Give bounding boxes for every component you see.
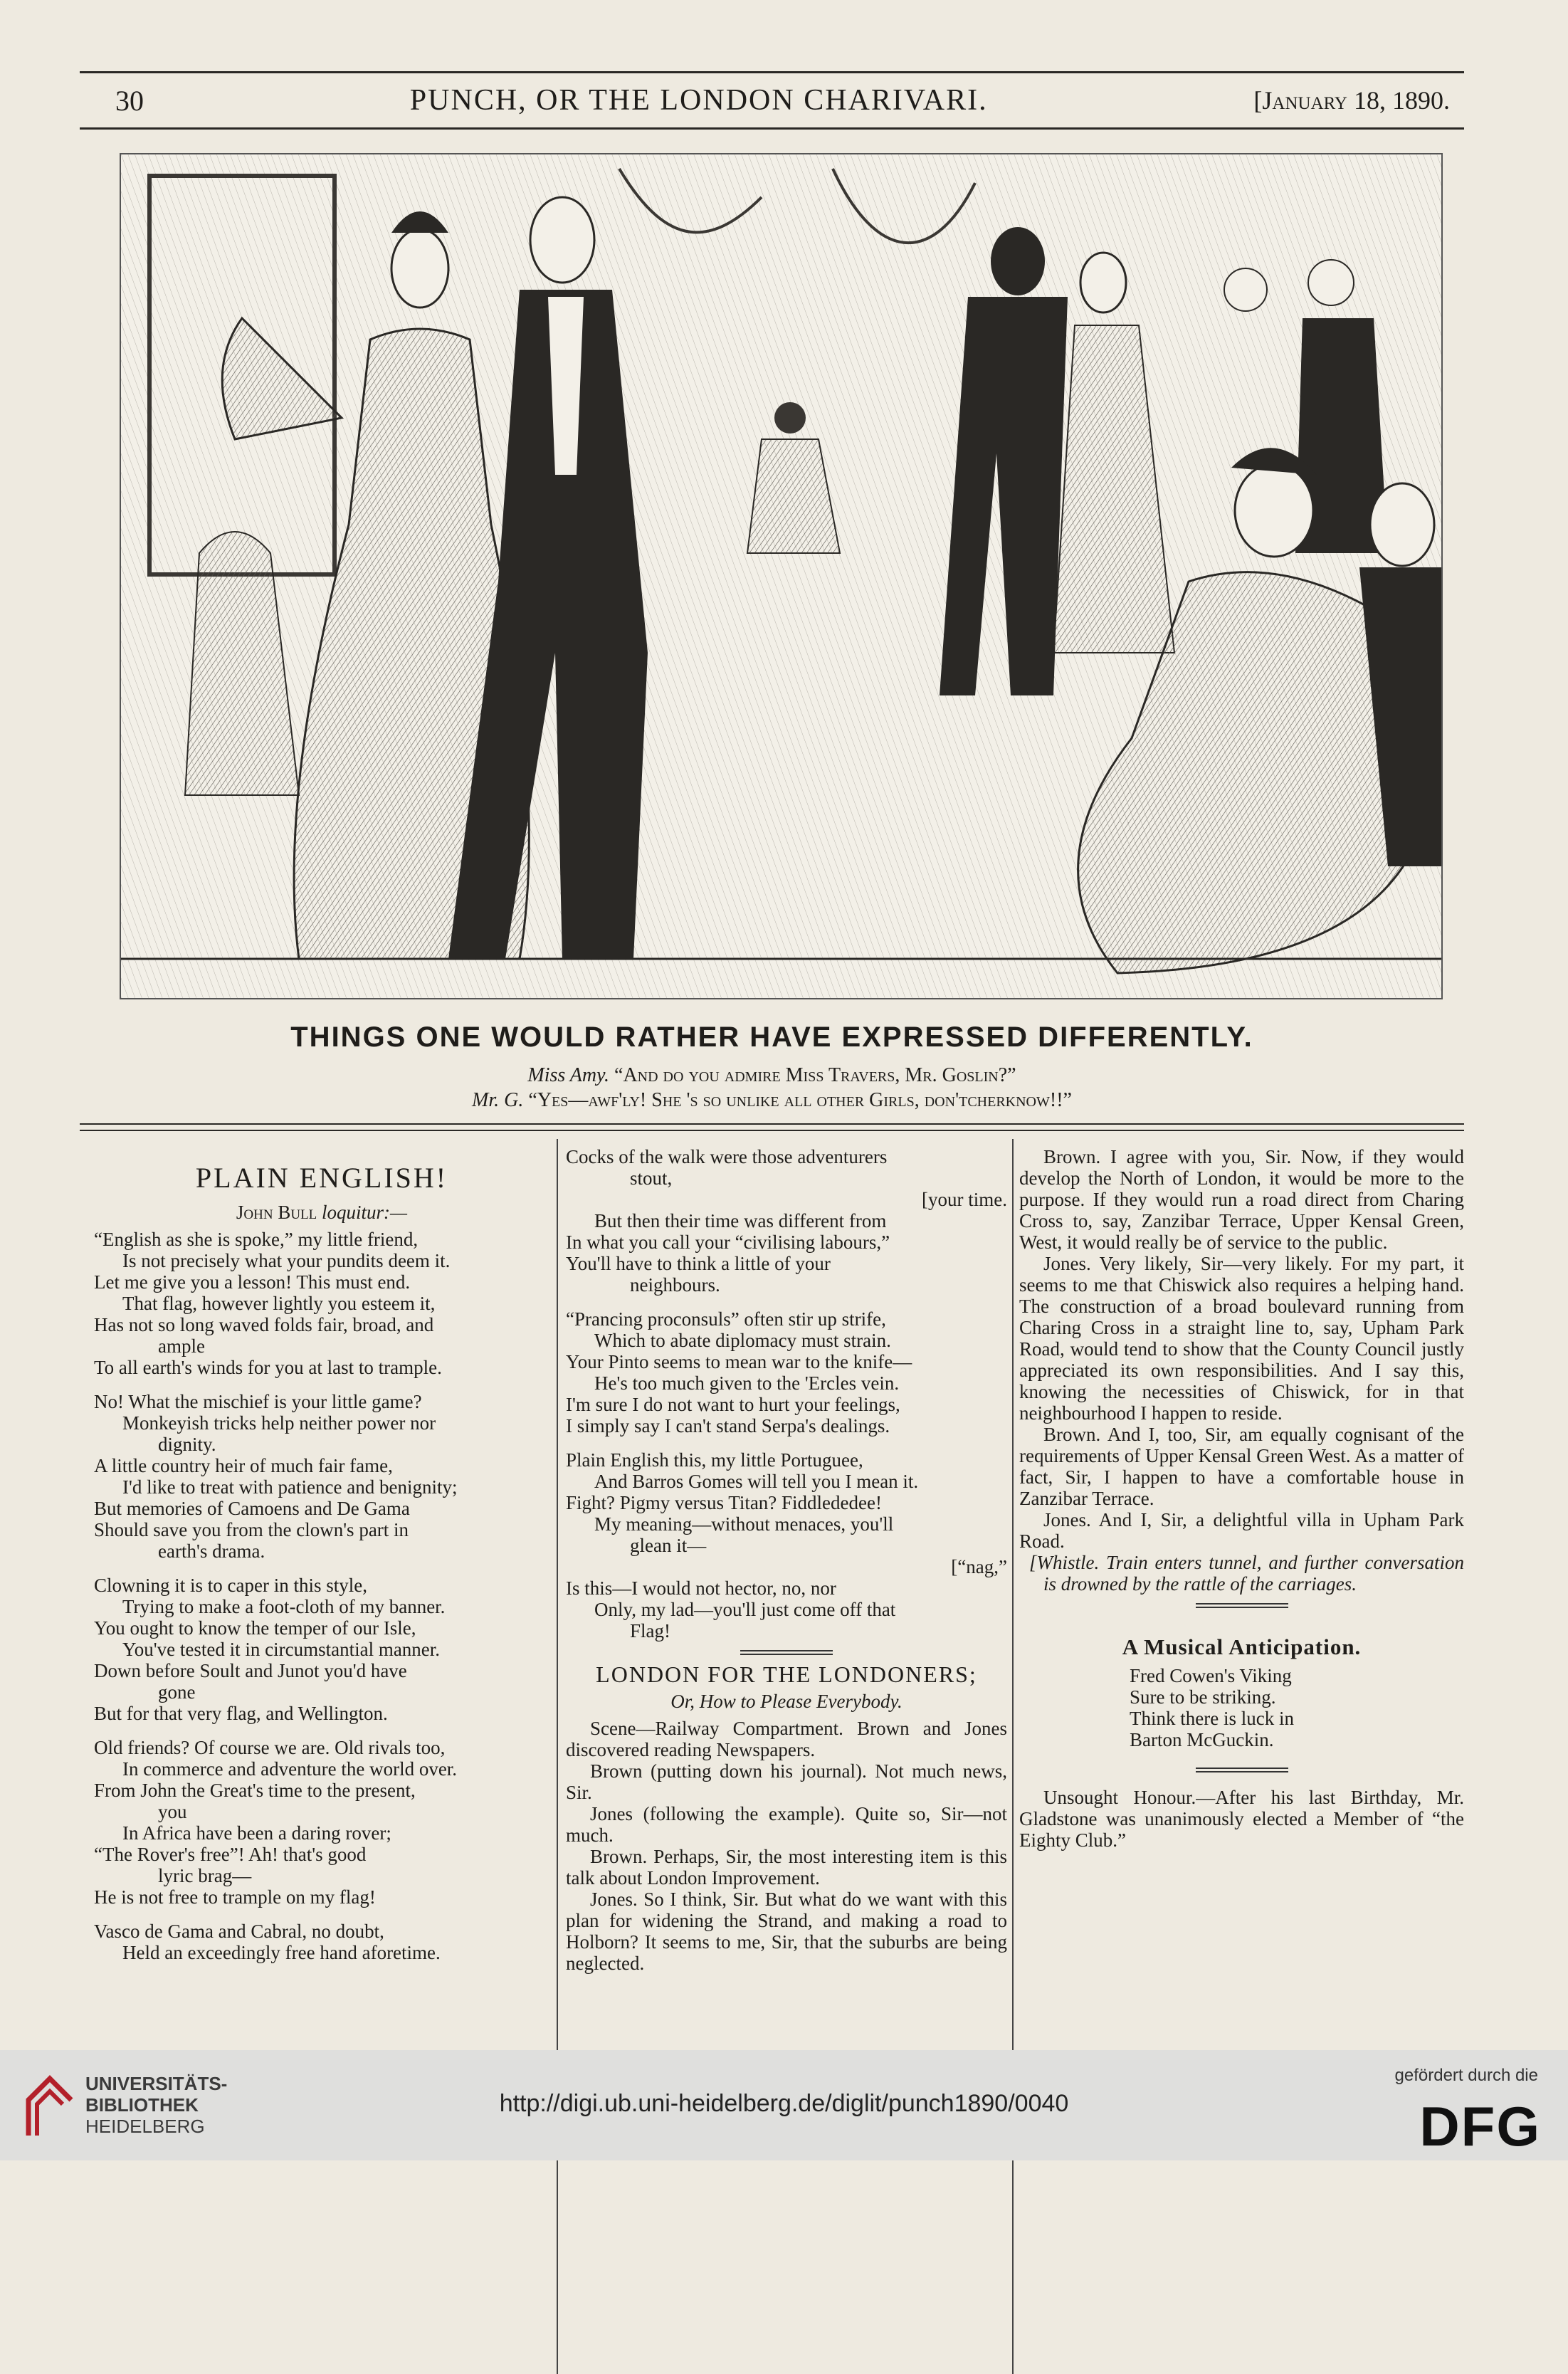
verse-line: Flag! [630, 1620, 670, 1642]
musical-verse-line: Sure to be striking. [1130, 1686, 1276, 1708]
digitization-footer [0, 2050, 1568, 2160]
london-dialogue [566, 1718, 1007, 1974]
verse-line: But then their time was different from [594, 1210, 887, 1231]
cartoon-title: THINGS ONE WOULD RATHER HAVE EXPRESSED DIFFERENTLY. [290, 1021, 1253, 1053]
verse-line: In commerce and adventure the world over. [122, 1758, 458, 1780]
unsought-honour: Unsought Honour.—After his last Birthday, Mr. Gladstone was unanimously elected a Member of “the Eighty Club.” [1019, 1787, 1464, 1851]
section-divider [80, 1123, 1464, 1131]
dialogue-paragraph: Jones. So I think, Sir. But what do we want with this plan for widening the Strand, and making a road to Holborn? It seems to me, Sir, that the suburbs are being neglected. [566, 1889, 1007, 1974]
verse-line: No! What the mischief is your little game? [94, 1391, 422, 1412]
source-url-link[interactable]: http://digi.ub.uni-heidelberg.de/diglit/punch1890/0040 [499, 2090, 1069, 2117]
uni-line-3: HEIDELBERG [85, 2116, 205, 2137]
short-divider [740, 1650, 833, 1655]
funded-by-label: gefördert durch die [1394, 2066, 1538, 2085]
caption-text-2: “Yes—awf'ly! She 's so unlike all other Girls, don'tcherknow!!” [528, 1089, 1072, 1111]
short-divider-2 [1196, 1603, 1288, 1608]
dialogue-paragraph: Jones. And I, Sir, a delightful villa in Upham Park Road. [1019, 1509, 1464, 1552]
verse-line: “The Rover's free”! Ah! that's good [94, 1844, 367, 1865]
verse-line: But memories of Camoens and De Gama [94, 1498, 410, 1519]
uni-line-2: BIBLIOTHEK [85, 2094, 199, 2116]
verse-line: In what you call your “civilising labours,” [566, 1231, 890, 1253]
issue-date: [January 18, 1890. [1253, 86, 1450, 115]
verse-line: But for that very flag, and Wellington. [94, 1703, 388, 1724]
musical-verse-line: Barton McGuckin. [1130, 1729, 1274, 1750]
publication-title: PUNCH, OR THE LONDON CHARIVARI. [409, 84, 988, 117]
short-divider-3 [1196, 1768, 1288, 1772]
verse-line: ample [158, 1335, 205, 1357]
caption-text-1: “And do you admire Miss Travers, Mr. Goslin?” [614, 1064, 1016, 1086]
verse-line: Plain English this, my little Portuguee, [566, 1449, 863, 1471]
verse-line: A little country heir of much fair fame, [94, 1455, 393, 1476]
poem-title: PLAIN ENGLISH! [195, 1162, 448, 1194]
stage-direction: [Whistle. Train enters tunnel, and further conversation is drowned by the rattle of the carriages. [1029, 1552, 1464, 1595]
verse-line: Held an exceedingly free hand aforetime. [122, 1942, 441, 1963]
verse-line: Trying to make a foot-cloth of my banner. [122, 1596, 446, 1617]
subtitle-name: John Bull [236, 1202, 317, 1223]
verse-line: neighbours. [630, 1274, 720, 1296]
verse-line: That flag, however lightly you esteem it, [122, 1293, 436, 1314]
cartoon-illustration [120, 153, 1443, 999]
verse-line: Vasco de Gama and Cabral, no doubt, [94, 1921, 384, 1942]
stanza-gap [94, 1724, 549, 1737]
verse-line: Only, my lad—you'll just come off that [594, 1599, 896, 1620]
verse-line: You'll have to think a little of your [566, 1253, 831, 1274]
dialogue-paragraph: Brown. Perhaps, Sir, the most interesting item is this talk about London Improvement. [566, 1846, 1007, 1889]
stanza-gap [94, 1908, 549, 1921]
verse-line: I'm sure I do not want to hurt your feelings, [566, 1394, 900, 1415]
speaker-miss-amy: Miss Amy. [527, 1064, 610, 1086]
column-divider-1 [557, 1139, 558, 2374]
page-header [80, 71, 1464, 130]
verse-line: gone [158, 1681, 196, 1703]
dialogue-paragraph: Jones. Very likely, Sir—very likely. For my part, it seems to me that Chiswick also requires a helping hand. The construction of a broad boulevard running from Charing Cross in a straight line to, say, Upham Park Road, would tend to show that the County Council justly appreciated its own responsibilities. And I say this, knowing the necessities of Chiswick, for in that neighbourhood I happen to reside. [1019, 1253, 1464, 1424]
verse-line: lyric brag— [158, 1865, 252, 1886]
subtitle-rest: loquitur:— [317, 1202, 408, 1223]
column-middle [566, 1146, 1007, 2370]
stanza-gap [566, 1296, 1007, 1308]
dialogue-paragraph: Brown. I agree with you, Sir. Now, if they would develop the North of London, it would be more to the purpose. If they would run a road direct from Charing Cross to, say, Zanzibar Terrace, Upper Kensal Green, West, it would really be of service to the public. [1019, 1146, 1464, 1253]
verse-line: Fight? Pigmy versus Titan? Fiddlededee! [566, 1492, 882, 1513]
verse-line: He's too much given to the 'Ercles vein. [594, 1372, 900, 1394]
poem-continuation [566, 1146, 1007, 1642]
verse-line: stout, [630, 1167, 673, 1189]
verse-line: You ought to know the temper of our Isle, [94, 1617, 416, 1639]
musical-verse-line: Fred Cowen's Viking [1130, 1665, 1292, 1686]
column-plain-english [94, 1146, 549, 2370]
verse-line: Is this—I would not hector, no, nor [566, 1577, 836, 1599]
poem-subtitle [94, 1202, 549, 1223]
verse-line: you [158, 1801, 187, 1822]
column-right [1019, 1146, 1464, 2370]
verse-line: Down before Soult and Junot you'd have [94, 1660, 407, 1681]
verse-line: [“nag,” [951, 1556, 1007, 1577]
stanza-gap [566, 1437, 1007, 1449]
verse-line: Which to abate diplomacy must strain. [594, 1330, 891, 1351]
dialogue-continuation [1019, 1146, 1464, 1552]
london-subtitle: Or, How to Please Everybody. [670, 1691, 903, 1712]
verse-line: Is not precisely what your pundits deem it. [122, 1250, 451, 1271]
speaker-mr-g: Mr. G. [472, 1089, 524, 1111]
verse-line: Clowning it is to caper in this style, [94, 1575, 367, 1596]
page-number: 30 [115, 84, 144, 117]
verse-line: In Africa have been a daring rover; [122, 1822, 391, 1844]
verse-line: From John the Great's time to the present, [94, 1780, 416, 1801]
verse-line: I simply say I can't stand Serpa's dealings. [566, 1415, 890, 1437]
verse-line: glean it— [630, 1535, 707, 1556]
cartoon-caption-line-1 [80, 1064, 1464, 1087]
verse-line: He is not free to trample on my flag! [94, 1886, 376, 1908]
verse-line: Your Pinto seems to mean war to the knife— [566, 1351, 912, 1372]
column-divider-2 [1012, 1139, 1014, 2374]
verse-line: earth's drama. [158, 1540, 265, 1562]
dialogue-paragraph: Brown. And I, too, Sir, am equally cognisant of the requirements of Upper Kensal Green West. As a matter of fact, Sir, I happen to have a comfortable house in Zanzibar Terrace. [1019, 1424, 1464, 1509]
stanza-gap [94, 1562, 549, 1575]
verse-line: Cocks of the walk were those adventurers [566, 1146, 888, 1167]
london-title: LONDON FOR THE LONDONERS; [596, 1661, 977, 1687]
musical-verse [1019, 1665, 1464, 1750]
dialogue-paragraph: Jones (following the example). Quite so, Sir—not much. [566, 1803, 1007, 1846]
verse-line: My meaning—without menaces, you'll [594, 1513, 894, 1535]
verse-line: dignity. [158, 1434, 216, 1455]
poem-lines [94, 1229, 549, 1963]
verse-line: And Barros Gomes will tell you I mean it. [594, 1471, 919, 1492]
verse-line: “Prancing proconsuls” often stir up strife, [566, 1308, 886, 1330]
cartoon-caption-line-2 [80, 1089, 1464, 1112]
verse-line: Let me give you a lesson! This must end. [94, 1271, 411, 1293]
verse-line: Has not so long waved folds fair, broad, and [94, 1314, 434, 1335]
verse-line: I'd like to treat with patience and benignity; [122, 1476, 458, 1498]
cartoon-drawing [121, 154, 1441, 998]
stanza-gap [94, 1378, 549, 1391]
musical-verse-line: Think there is luck in [1130, 1708, 1294, 1729]
uni-line-1: UNIVERSITÄTS- [85, 2073, 228, 2094]
dialogue-paragraph: Scene—Railway Compartment. Brown and Jones discovered reading Newspapers. [566, 1718, 1007, 1760]
verse-line: To all earth's winds for you at last to trample. [94, 1357, 442, 1378]
verse-line: You've tested it in circumstantial manner. [122, 1639, 441, 1660]
musical-title: A Musical Anticipation. [1122, 1634, 1362, 1659]
verse-line: Should save you from the clown's part in [94, 1519, 409, 1540]
dialogue-paragraph: Brown (putting down his journal). Not much news, Sir. [566, 1760, 1007, 1803]
verse-line: “English as she is spoke,” my little friend, [94, 1229, 419, 1250]
verse-line: [your time. [922, 1189, 1007, 1210]
verse-line: Monkeyish tricks help neither power nor [122, 1412, 436, 1434]
verse-line: Old friends? Of course we are. Old rivals too, [94, 1737, 446, 1758]
dfg-logo: DFG [1419, 2095, 1541, 2158]
